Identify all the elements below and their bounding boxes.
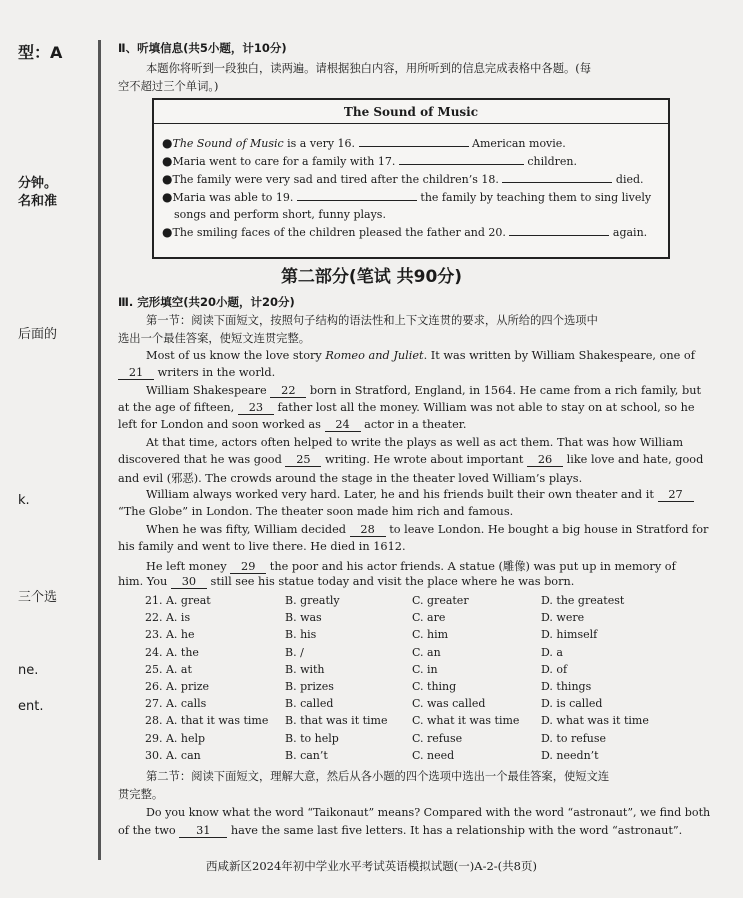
section-2-heading: Ⅱ、听填信息(共5小题，计10分)	[118, 41, 287, 55]
option[interactable]: B. called	[285, 697, 334, 711]
table-row-cont: songs and perform short, funny plays.	[174, 208, 386, 221]
passage-line: of the two 31 have the same last five letters. It has a relationship with the word “astronaut”.	[118, 824, 683, 837]
binding-line	[98, 40, 101, 860]
cloze-blank-24[interactable]: 24	[325, 418, 361, 432]
margin-fragment: 名和准	[18, 194, 58, 209]
answer-blank-20[interactable]	[509, 223, 609, 236]
option[interactable]: D. himself	[541, 628, 598, 642]
option[interactable]: 27. A. calls	[145, 697, 207, 711]
option[interactable]: C. in	[412, 662, 438, 676]
option[interactable]: B. greatly	[285, 594, 340, 607]
passage-line: at the age of fifteen, 23 father lost all the money. William was not able to stay on at school, so he	[118, 401, 695, 414]
table-row: ●Maria went to care for a family with 17. children.	[162, 154, 577, 168]
option[interactable]: 25. A. at	[145, 662, 192, 676]
option[interactable]: 26. A. prize	[145, 679, 210, 693]
table-row: ●The family were very sad and tired after the children’s 18. died.	[162, 172, 644, 186]
table-title: The Sound of Music	[154, 100, 668, 124]
option[interactable]: C. need	[412, 748, 455, 762]
sub1-instruction: 第一节：阅读下面短文，按照句子结构的语法性和上下文连贯的要求，从所给的四个选项中	[146, 314, 598, 327]
option[interactable]: C. was called	[412, 697, 486, 711]
section-2-instruction: 本题你将听到一段独白，读两遍。请根据独白内容，用所听到的信息完成表格中各题。(每	[146, 62, 591, 75]
passage-line: William always worked very hard. Later, he and his friends built their own theater and it 27	[146, 488, 694, 502]
passage-line: his family and went to live there. He died in 1612.	[118, 540, 406, 553]
passage-line: When he was fifty, William decided 28 to leave London. He bought a big house in Stratford for	[146, 523, 709, 536]
part-2-title: 第二部分(笔试 共90分)	[280, 267, 463, 287]
sub2-instruction: 第二节：阅读下面短文，理解大意，然后从各小题的四个选项中选出一个最佳答案，使短文连	[146, 770, 610, 783]
option[interactable]: 29. A. help	[145, 731, 206, 745]
table-row: ●The smiling faces of the children pleased the father and 20. again.	[162, 225, 648, 239]
cloze-blank-28[interactable]: 28	[350, 523, 386, 537]
option[interactable]: C. what it was time	[412, 714, 520, 728]
option[interactable]: B. that was it time	[285, 714, 388, 728]
listening-table	[152, 98, 670, 259]
option[interactable]: 24. A. the	[145, 645, 199, 659]
sub1-instruction-cont: 选出一个最佳答案，使短文连贯完整。	[118, 332, 311, 345]
option[interactable]: 22. A. is	[145, 611, 191, 625]
passage-line: Do you know what the word “Taikonaut” means? Compared with the word “astronaut”, we find both	[146, 806, 711, 819]
cloze-blank-30[interactable]: 30	[171, 575, 207, 589]
passage-line: discovered that he was good 25 writing. He wrote about important 26 like love and hate, good	[118, 453, 704, 466]
option[interactable]: B. was	[285, 611, 322, 625]
option[interactable]: D. is called	[541, 697, 603, 711]
margin-fragment: 后面的	[18, 327, 58, 342]
cloze-blank-22[interactable]: 22	[270, 384, 306, 398]
option[interactable]: D. what was it time	[541, 714, 649, 728]
passage-line: and evil (邪恶). The crowds around the stage in the theater loved William’s plays.	[118, 472, 583, 485]
cloze-blank-23[interactable]: 23	[238, 401, 274, 415]
passage-line: him. You 30 still see his statue today and visit the place where he was born.	[118, 575, 575, 588]
option[interactable]: D. were	[541, 611, 585, 625]
margin-type-label: 型：A	[18, 43, 63, 62]
option[interactable]: 21. A. great	[145, 594, 211, 607]
passage-line: Most of us know the love story Romeo and Juliet. It was written by William Shakespeare, one of	[146, 349, 695, 362]
section-2-instruction-cont: 空不超过三个单词。)	[118, 80, 219, 93]
option[interactable]: D. a	[541, 645, 563, 659]
passage-line: left for London and soon worked as 24 actor in a theater.	[118, 418, 467, 431]
option[interactable]: 30. A. can	[145, 748, 201, 762]
cloze-blank-31[interactable]: 31	[179, 824, 227, 838]
answer-blank-18[interactable]	[502, 170, 612, 183]
margin-fragment: ent.	[18, 699, 44, 714]
option[interactable]: B. to help	[285, 731, 339, 745]
margin-fragment: k.	[18, 493, 30, 508]
margin-fragment: ne.	[18, 663, 39, 678]
table-row: ●The Sound of Music is a very 16. American movie.	[162, 136, 566, 150]
option[interactable]: C. an	[412, 645, 441, 659]
cloze-blank-25[interactable]: 25	[285, 453, 321, 467]
option[interactable]: B. his	[285, 628, 317, 642]
option[interactable]: D. of	[541, 662, 568, 676]
option[interactable]: D. things	[541, 679, 592, 693]
option[interactable]: D. needn’t	[541, 748, 599, 762]
cloze-blank-29[interactable]: 29	[230, 560, 266, 574]
table-row: ●Maria was able to 19. the family by teaching them to sing lively	[162, 190, 652, 204]
option[interactable]: D. the greatest	[541, 594, 625, 607]
option[interactable]: B. /	[285, 645, 304, 659]
passage-line: 21 writers in the world.	[118, 366, 275, 380]
passage-line: “The Globe” in London. The theater soon made him rich and famous.	[118, 505, 514, 518]
option[interactable]: C. him	[412, 628, 449, 642]
option[interactable]: B. with	[285, 662, 325, 676]
cloze-blank-26[interactable]: 26	[527, 453, 563, 467]
option[interactable]: C. greater	[412, 594, 469, 607]
option[interactable]: D. to refuse	[541, 731, 607, 745]
margin-fragment: 分钟。	[18, 176, 58, 191]
sub2-instruction-cont: 贯完整。	[118, 788, 164, 801]
option[interactable]: 23. A. he	[145, 628, 195, 642]
passage-line: At that time, actors often helped to write the plays as well as act them. That was how William	[146, 436, 684, 449]
margin-fragment: 三个选	[18, 590, 58, 605]
option[interactable]: 28. A. that it was time	[145, 714, 269, 728]
cloze-blank-21[interactable]: 21	[118, 366, 154, 380]
option[interactable]: B. prizes	[285, 679, 334, 693]
option[interactable]: B. can’t	[285, 748, 328, 762]
answer-blank-16[interactable]	[359, 134, 469, 147]
answer-blank-19[interactable]	[297, 188, 417, 201]
answer-blank-17[interactable]	[399, 152, 524, 165]
option[interactable]: C. are	[412, 611, 446, 625]
option[interactable]: C. thing	[412, 679, 457, 693]
page-footer: 西咸新区2024年初中学业水平考试英语模拟试题(一)A-2-(共8页)	[206, 859, 537, 873]
section-3-heading: Ⅲ. 完形填空(共20小题，计20分)	[118, 295, 295, 309]
option[interactable]: C. refuse	[412, 731, 463, 745]
passage-line: He left money 29 the poor and his actor friends. A statue (雕像) was put up in memory of	[146, 560, 676, 573]
passage-line: William Shakespeare 22 born in Stratford, England, in 1564. He came from a rich family, but	[146, 384, 702, 397]
cloze-blank-27[interactable]: 27	[658, 488, 694, 502]
